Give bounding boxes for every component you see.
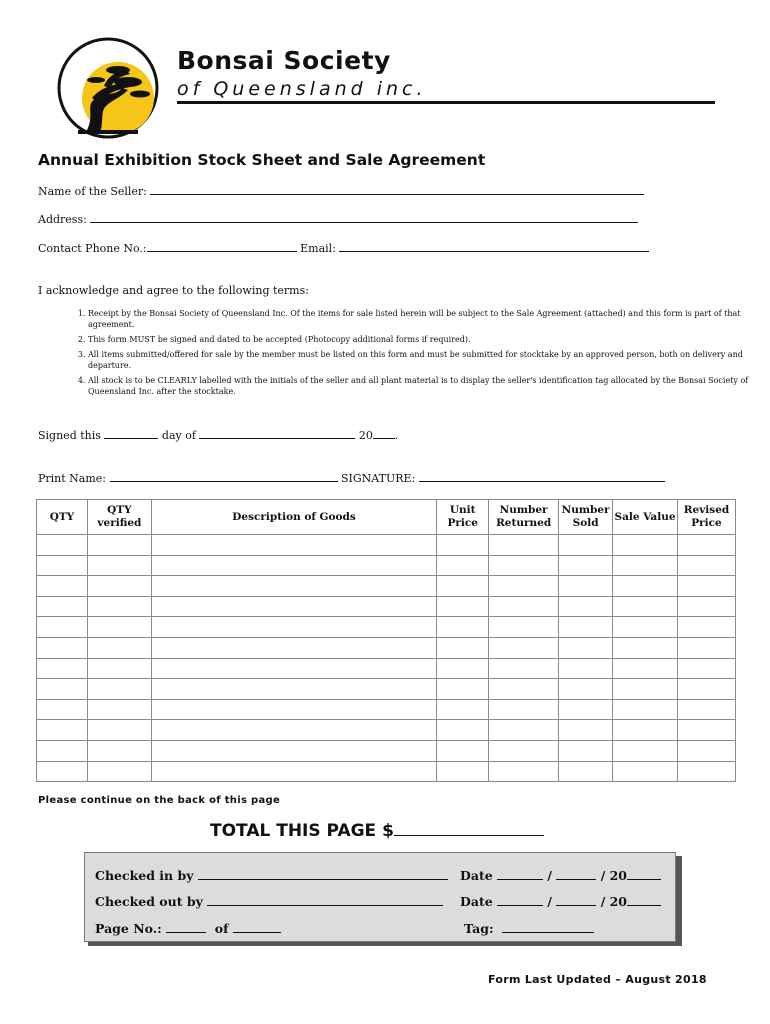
table-row <box>37 720 736 741</box>
table-cell[interactable] <box>678 637 736 658</box>
total-row <box>210 819 544 841</box>
year-prefix: 20 <box>358 429 373 442</box>
signed-this-label: Signed this <box>38 429 101 442</box>
col-header-revised-price: Revised Price <box>678 500 736 535</box>
phone-field[interactable] <box>147 240 297 252</box>
term-item: 4. All stock is to be CLEARLY labelled with the initials of the seller and all plant material is to display the seller's identification tag allocated by the Bonsai Society of Queensland Inc. after the stocktake. <box>88 375 768 397</box>
page-total-field[interactable] <box>233 920 281 933</box>
table-row <box>37 596 736 617</box>
contact-row <box>38 240 649 255</box>
table-row <box>37 535 736 556</box>
table-cell[interactable] <box>613 720 678 741</box>
table-cell[interactable] <box>437 699 489 720</box>
table-cell[interactable] <box>613 637 678 658</box>
tag-field[interactable] <box>502 920 594 933</box>
table-cell[interactable] <box>437 617 489 638</box>
table-cell[interactable] <box>37 679 88 700</box>
goods-table <box>36 499 736 782</box>
table-cell[interactable] <box>151 617 436 638</box>
date-slash: / <box>547 868 552 883</box>
table-cell[interactable] <box>678 720 736 741</box>
table-cell[interactable] <box>613 679 678 700</box>
table-cell[interactable] <box>151 720 436 741</box>
org-name: Bonsai Society <box>177 46 391 75</box>
phone-label: Contact Phone No.: <box>38 242 147 255</box>
table-cell[interactable] <box>437 761 489 782</box>
table-row <box>37 679 736 700</box>
table-cell[interactable] <box>151 596 436 617</box>
table-row <box>37 576 736 597</box>
table-cell[interactable] <box>437 637 489 658</box>
signed-day-field[interactable] <box>104 427 158 439</box>
table-cell[interactable] <box>151 637 436 658</box>
table-cell[interactable] <box>151 699 436 720</box>
term-item: 1. Receipt by the Bonsai Society of Queensland Inc. Of the items for sale listed herein will be subject to the Sale Agreement (attached) and this form is part of that agreement. <box>88 308 768 330</box>
checked-out-date-row <box>460 893 661 909</box>
col-header-unit-price: Unit Price <box>437 500 489 535</box>
col-header-number-sold: Number Sold <box>559 500 613 535</box>
checked-out-field[interactable] <box>207 893 443 906</box>
table-cell[interactable] <box>678 617 736 638</box>
table-cell[interactable] <box>87 658 151 679</box>
date-month-field[interactable] <box>556 867 596 880</box>
col-header-description: Description of Goods <box>151 500 436 535</box>
table-cell[interactable] <box>489 720 559 741</box>
table-cell[interactable] <box>559 720 613 741</box>
period: . <box>394 429 399 442</box>
table-cell[interactable] <box>559 617 613 638</box>
table-cell[interactable] <box>151 555 436 576</box>
date-year-prefix: / 20 <box>600 868 627 883</box>
table-header-row <box>37 500 736 535</box>
table-row <box>37 699 736 720</box>
checked-out-row <box>95 893 443 909</box>
table-cell[interactable] <box>613 535 678 556</box>
print-name-label: Print Name: <box>38 472 107 485</box>
table-cell[interactable] <box>489 637 559 658</box>
col-header-qty: QTY <box>37 500 88 535</box>
term-item: 3. All items submitted/offered for sale by the member must be listed on this form and must be submitted for stocktake by an approved person, both on delivery and departure. <box>88 349 768 371</box>
table-cell[interactable] <box>37 761 88 782</box>
table-cell[interactable] <box>437 679 489 700</box>
table-cell[interactable] <box>559 699 613 720</box>
org-subtitle: of Queensland inc. <box>177 78 427 100</box>
table-cell[interactable] <box>87 535 151 556</box>
table-cell[interactable] <box>87 555 151 576</box>
table-row <box>37 555 736 576</box>
address-field[interactable] <box>90 211 638 223</box>
table-cell[interactable] <box>613 761 678 782</box>
address-label: Address: <box>38 213 87 226</box>
table-cell[interactable] <box>489 596 559 617</box>
table-cell[interactable] <box>151 576 436 597</box>
date-label: Date <box>460 868 493 883</box>
table-cell[interactable] <box>37 720 88 741</box>
print-name-row <box>38 470 665 485</box>
table-cell[interactable] <box>87 740 151 761</box>
table-cell[interactable] <box>37 658 88 679</box>
table-cell[interactable] <box>87 637 151 658</box>
table-cell[interactable] <box>613 658 678 679</box>
table-cell[interactable] <box>437 535 489 556</box>
table-cell[interactable] <box>37 740 88 761</box>
day-of-label: day of <box>161 429 196 442</box>
page-no-field[interactable] <box>166 920 206 933</box>
bonsai-tree-logo-icon <box>56 36 160 140</box>
table-cell[interactable] <box>37 617 88 638</box>
address-row <box>38 211 638 226</box>
table-cell[interactable] <box>489 617 559 638</box>
table-cell[interactable] <box>559 596 613 617</box>
table-cell[interactable] <box>613 617 678 638</box>
seller-row <box>38 183 644 198</box>
of-label: of <box>214 921 229 936</box>
print-name-field[interactable] <box>110 470 338 482</box>
table-cell[interactable] <box>87 617 151 638</box>
table-cell[interactable] <box>613 740 678 761</box>
table-cell[interactable] <box>437 555 489 576</box>
table-cell[interactable] <box>678 535 736 556</box>
table-cell[interactable] <box>489 576 559 597</box>
table-cell[interactable] <box>678 679 736 700</box>
signed-row <box>38 427 398 442</box>
date-month-field[interactable] <box>556 893 596 906</box>
table-cell[interactable] <box>37 596 88 617</box>
header-rule <box>177 101 715 104</box>
seller-name-field[interactable] <box>150 183 644 195</box>
table-cell[interactable] <box>437 740 489 761</box>
page-no-label: Page No.: <box>95 921 162 936</box>
seller-label: Name of the Seller: <box>38 185 147 198</box>
signature-label: SIGNATURE: <box>341 472 416 485</box>
tag-label: Tag: <box>464 921 494 936</box>
table-cell[interactable] <box>613 699 678 720</box>
checked-in-date-row <box>460 867 661 883</box>
table-row <box>37 740 736 761</box>
total-label: TOTAL THIS PAGE $ <box>210 821 394 841</box>
date-day-field[interactable] <box>497 867 543 880</box>
table-row <box>37 658 736 679</box>
terms-list <box>58 308 768 401</box>
table-cell[interactable] <box>489 679 559 700</box>
table-cell[interactable] <box>489 740 559 761</box>
table-cell[interactable] <box>678 761 736 782</box>
table-cell[interactable] <box>559 535 613 556</box>
table-cell[interactable] <box>87 679 151 700</box>
table-cell[interactable] <box>87 720 151 741</box>
signature-field[interactable] <box>419 470 665 482</box>
table-cell[interactable] <box>613 555 678 576</box>
table-cell[interactable] <box>151 740 436 761</box>
date-year-field[interactable] <box>627 867 661 880</box>
signed-year-field[interactable] <box>373 427 395 439</box>
table-cell[interactable] <box>437 596 489 617</box>
table-cell[interactable] <box>559 740 613 761</box>
checked-in-row <box>95 867 448 883</box>
table-cell[interactable] <box>678 596 736 617</box>
checked-in-field[interactable] <box>198 867 448 880</box>
table-cell[interactable] <box>678 699 736 720</box>
email-label: Email: <box>300 242 336 255</box>
form-title: Annual Exhibition Stock Sheet and Sale Agreement <box>38 151 486 169</box>
table-cell[interactable] <box>489 761 559 782</box>
table-cell[interactable] <box>87 596 151 617</box>
table-cell[interactable] <box>489 658 559 679</box>
date-label: Date <box>460 894 493 909</box>
email-field[interactable] <box>339 240 649 252</box>
table-cell[interactable] <box>559 576 613 597</box>
table-cell[interactable] <box>37 699 88 720</box>
tag-row <box>464 920 594 936</box>
checked-out-label: Checked out by <box>95 894 203 909</box>
checked-in-label: Checked in by <box>95 868 194 883</box>
table-cell[interactable] <box>489 699 559 720</box>
table-cell[interactable] <box>678 576 736 597</box>
table-cell[interactable] <box>87 761 151 782</box>
table-cell[interactable] <box>559 679 613 700</box>
table-row <box>37 617 736 638</box>
table-cell[interactable] <box>151 535 436 556</box>
col-header-qty-verified: QTY verified <box>87 500 151 535</box>
date-day-field[interactable] <box>497 893 543 906</box>
table-row <box>37 761 736 782</box>
table-cell[interactable] <box>559 637 613 658</box>
page-no-row <box>95 920 281 936</box>
date-year-field[interactable] <box>627 893 661 906</box>
table-cell[interactable] <box>37 637 88 658</box>
table-cell[interactable] <box>437 658 489 679</box>
term-item: 2. This form MUST be signed and dated to be accepted (Photocopy additional forms if required). <box>88 334 768 345</box>
signed-month-field[interactable] <box>199 427 355 439</box>
table-cell[interactable] <box>37 555 88 576</box>
table-row <box>37 637 736 658</box>
table-cell[interactable] <box>678 740 736 761</box>
table-cell[interactable] <box>37 535 88 556</box>
table-cell[interactable] <box>559 555 613 576</box>
table-cell[interactable] <box>489 555 559 576</box>
table-cell[interactable] <box>151 658 436 679</box>
table-cell[interactable] <box>437 720 489 741</box>
date-slash: / <box>547 894 552 909</box>
table-cell[interactable] <box>87 699 151 720</box>
acknowledge-text: I acknowledge and agree to the following terms: <box>38 284 309 297</box>
col-header-number-returned: Number Returned <box>489 500 559 535</box>
form-updated-footer: Form Last Updated – August 2018 <box>488 973 707 986</box>
table-cell[interactable] <box>559 658 613 679</box>
table-cell[interactable] <box>559 761 613 782</box>
table-cell[interactable] <box>37 576 88 597</box>
table-cell[interactable] <box>613 576 678 597</box>
table-cell[interactable] <box>613 596 678 617</box>
table-cell[interactable] <box>489 535 559 556</box>
total-field[interactable] <box>394 819 544 836</box>
col-header-sale-value: Sale Value <box>613 500 678 535</box>
continue-note: Please continue on the back of this page <box>38 795 281 806</box>
table-cell[interactable] <box>437 576 489 597</box>
date-year-prefix: / 20 <box>600 894 627 909</box>
check-panel <box>84 852 676 942</box>
table-cell[interactable] <box>678 658 736 679</box>
table-cell[interactable] <box>151 679 436 700</box>
table-cell[interactable] <box>678 555 736 576</box>
table-cell[interactable] <box>151 761 436 782</box>
table-cell[interactable] <box>87 576 151 597</box>
